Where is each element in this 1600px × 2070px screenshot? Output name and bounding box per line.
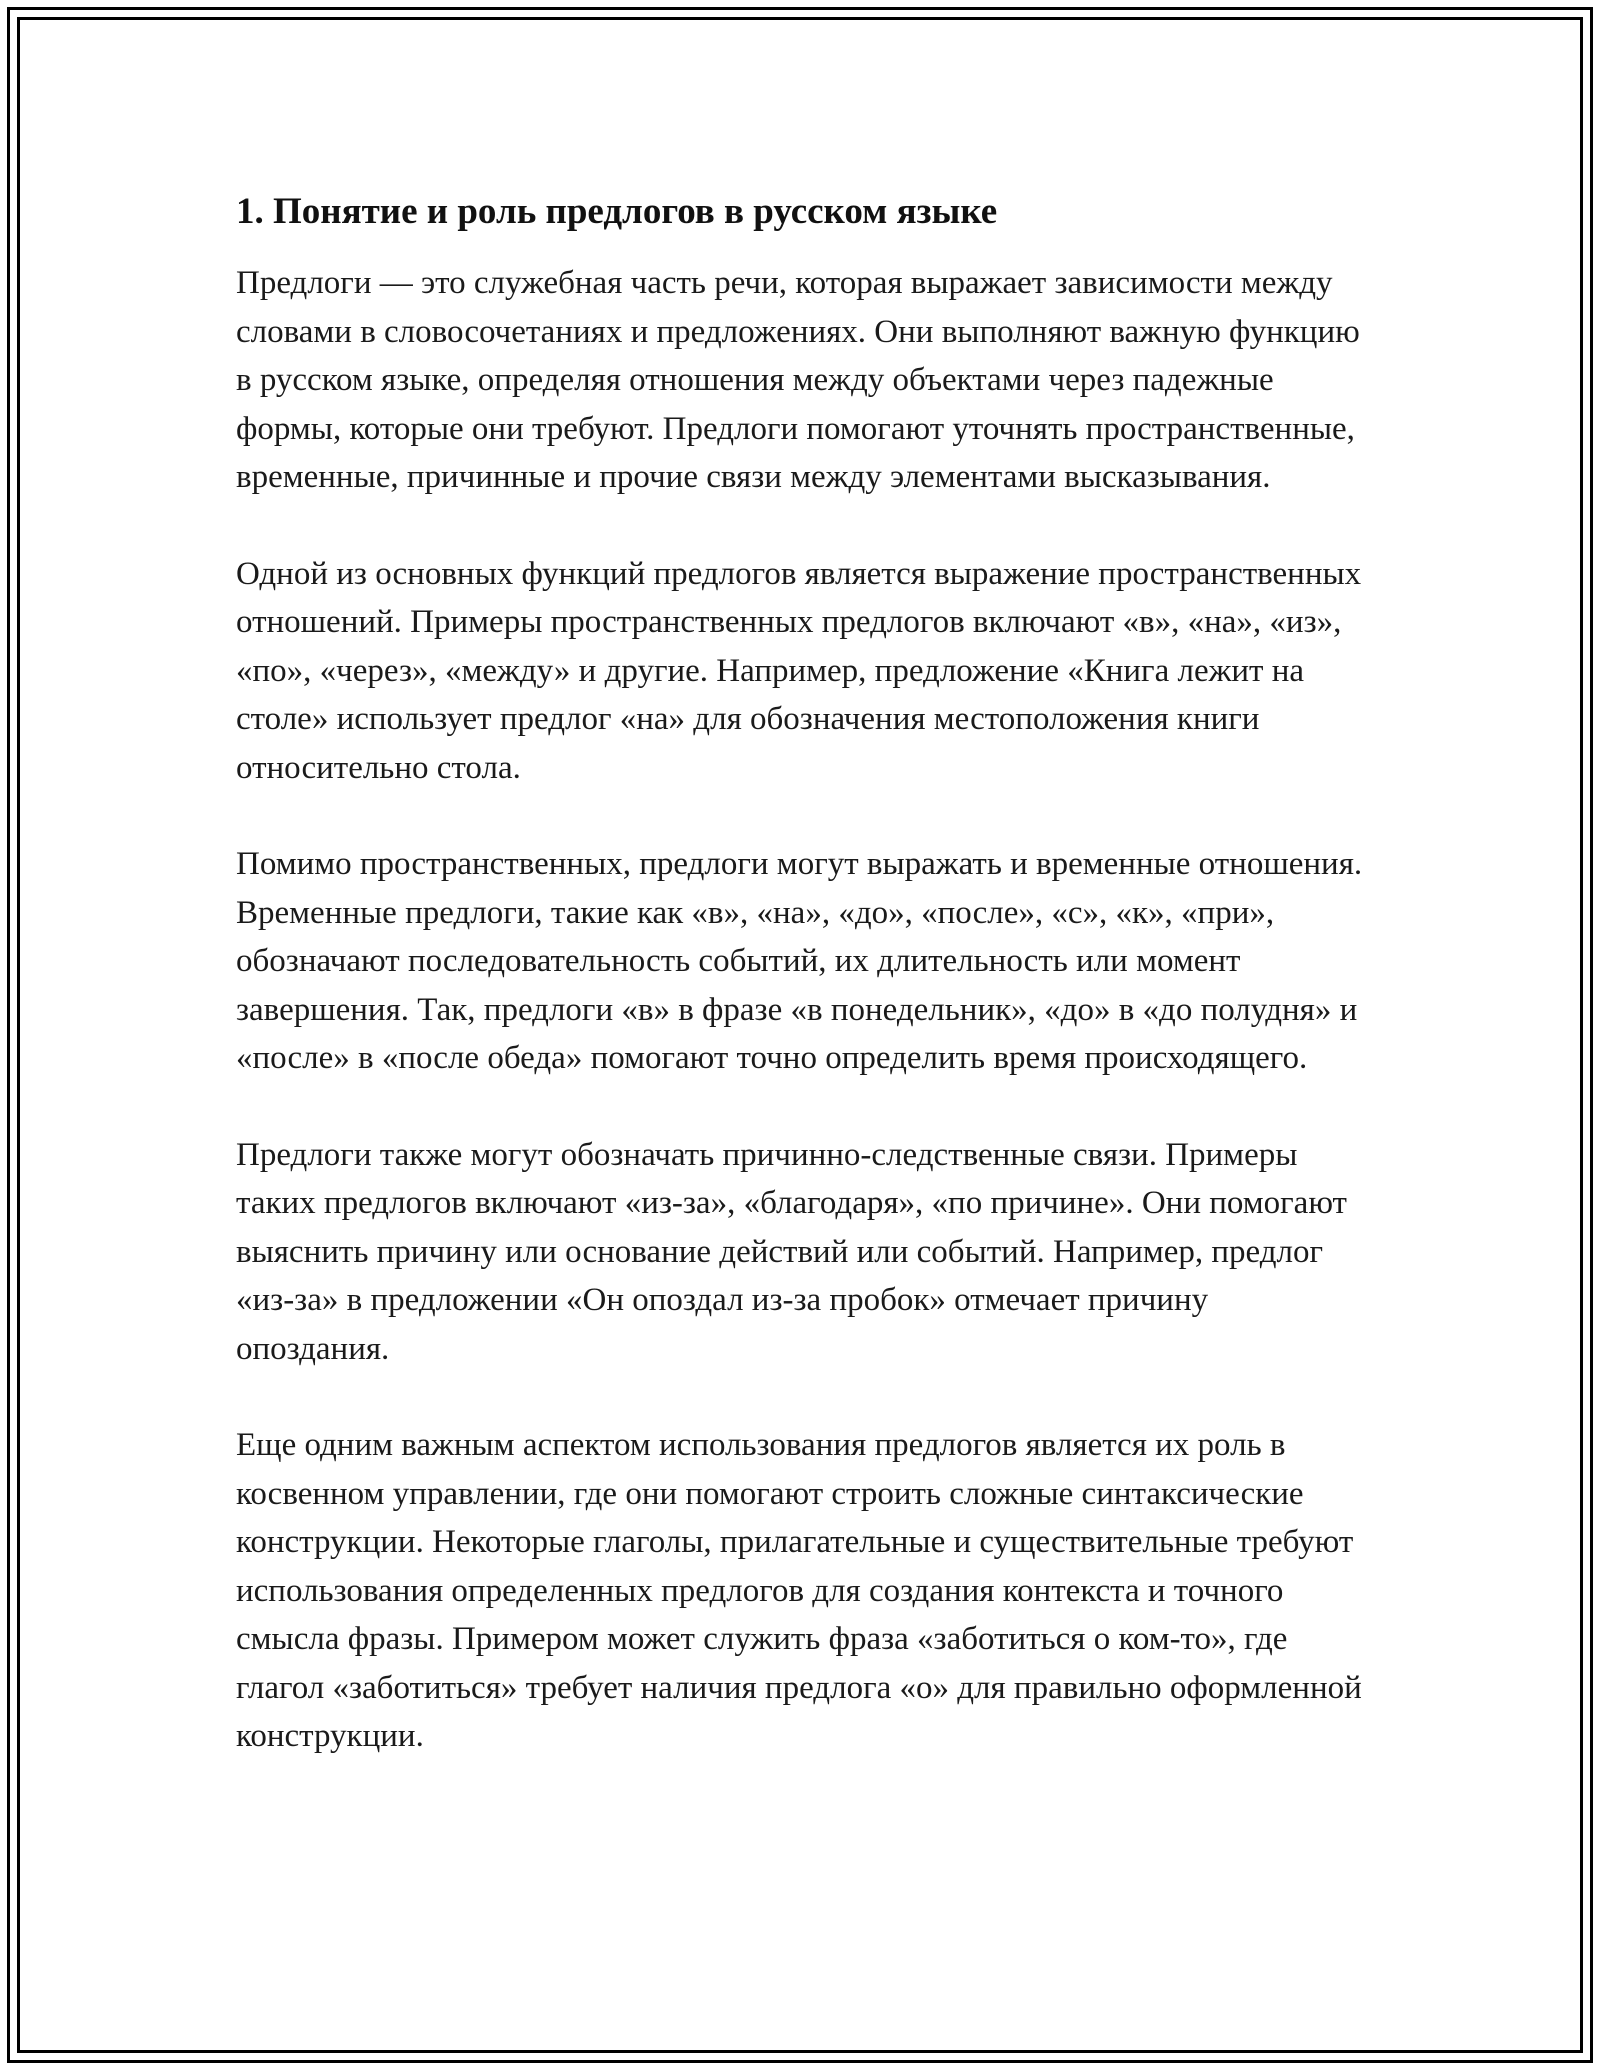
section-heading: 1. Понятие и роль предлогов в русском языке [236,191,998,232]
paragraph-causal-relations: Предлоги также могут обозначать причинно-следственные связи. Примеры таких предлогов включают «из-за», «благодаря», «по причине». Они помогают выяснить причину или основание действий или событий. Например, предлог «из-за» в предложении «Он опоздал из-за пробок» отмечает причину опоздания. [236,1136,1347,1367]
paragraph-indirect-government: Еще одним важным аспектом использования предлогов является их роль в косвенном управлении, где они помогают строить сложные синтаксические конструкции. Некоторые глаголы, прилагательные и существительные требуют использования определенных предлогов для создания контекста и точного смысла фразы. Примером может служить фраза «заботиться о ком-то», где глагол «заботиться» требует наличия предлога «о» для правильно оформленной конструкции. [236,1427,1362,1754]
paragraph-definition: Предлоги — это служебная часть речи, которая выражает зависимости между словами в словосочетаниях и предложениях. Они выполняют важную функцию в русском языке, определяя отношения между объектами через падежные формы, которые они требуют. Предлоги помогают уточнять пространственные, временные, причинные и прочие связи между элементами высказывания. [236,265,1360,495]
paragraph-temporal-relations: Помимо пространственных, предлоги могут выражать и временные отношения. Временные предлоги, такие как «в», «на», «до», «после», «с», «к», «при», обозначают последовательность событий, их длительность или момент завершения. Так, предлоги «в» в фразе «в понедельник», «до» в «до полудня» и «после» в «после обеда» помогают точно определить время происходящего. [236,846,1363,1076]
paragraph-spatial-relations: Одной из основных функций предлогов является выражение пространственных отношений. Примеры пространственных предлогов включают «в», «на», «из», «по», «через», «между» и другие. Например, предложение «Книга лежит на столе» использует предлог «на» для обозначения местоположения книги относительно стола. [236,555,1362,786]
document-body [236,186,1366,1809]
